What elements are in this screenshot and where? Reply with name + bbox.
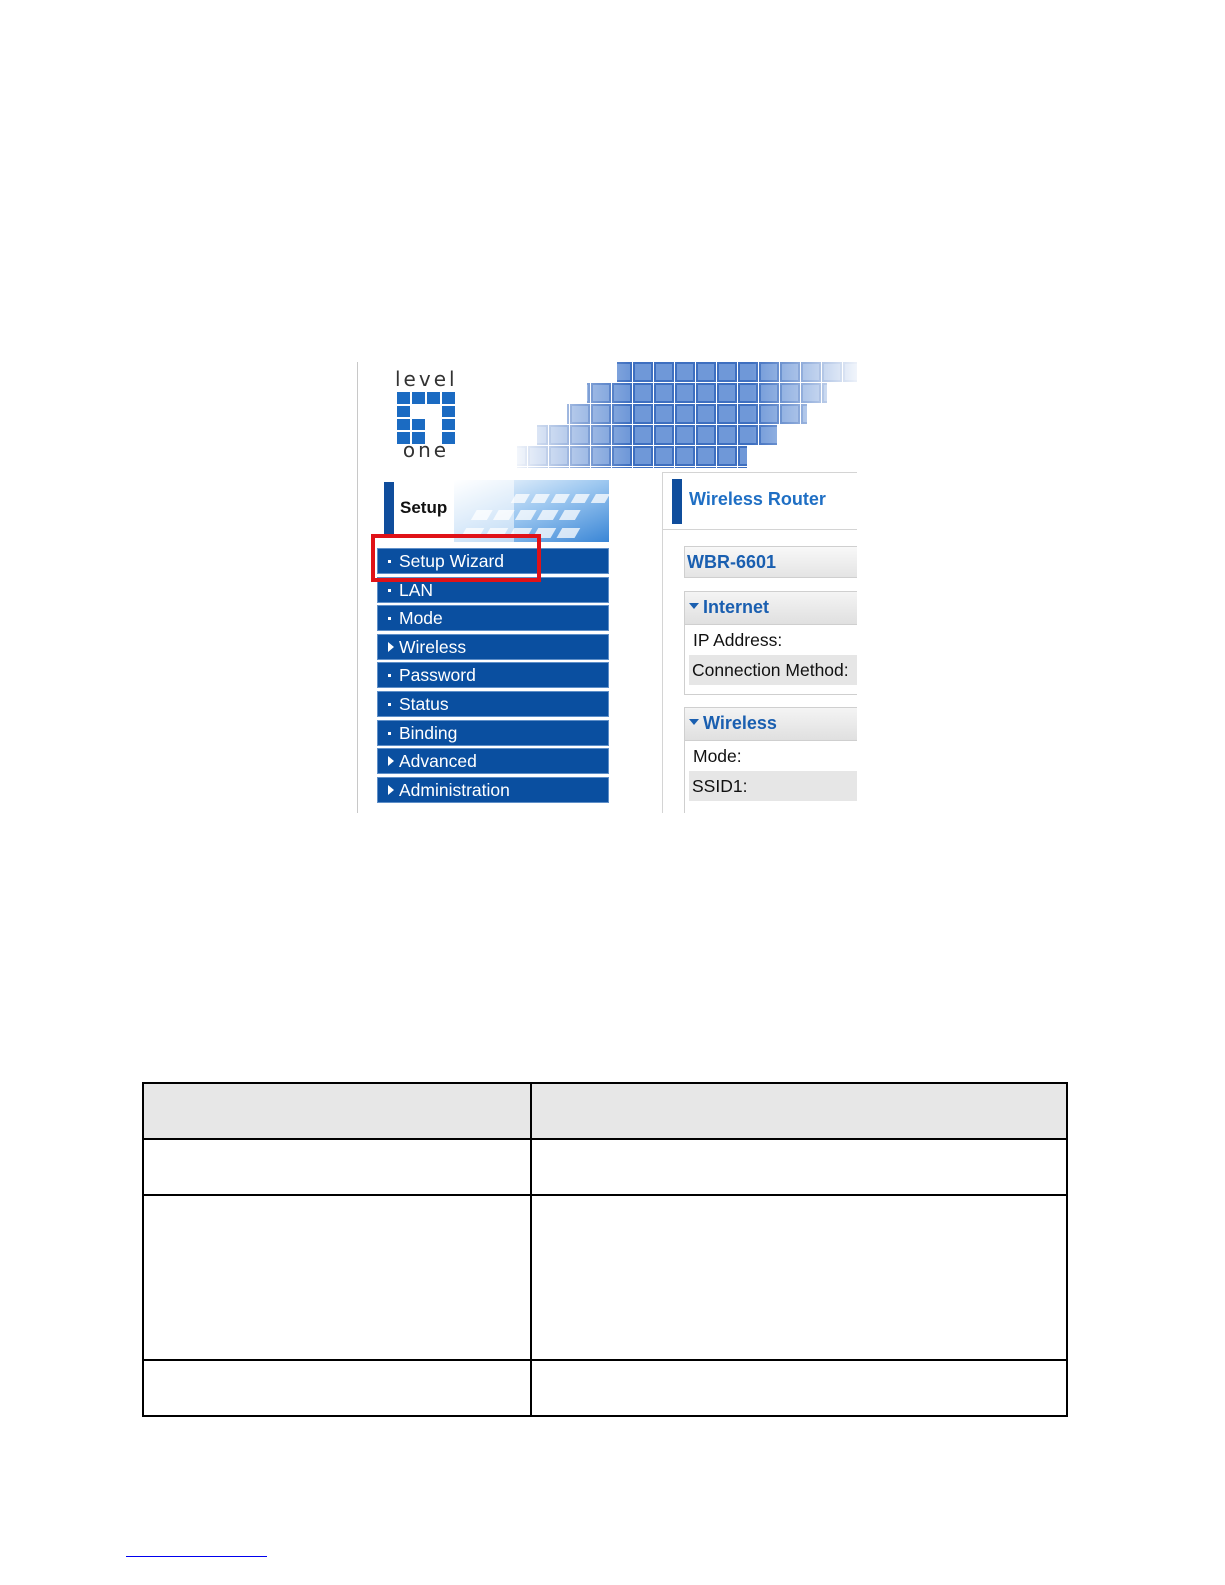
bullet-icon [387,692,395,716]
sidebar-item-label: Setup Wizard [399,551,505,571]
levelone-logo [395,367,458,462]
logo-mark-icon [397,392,455,444]
screenshot-left-border [357,362,358,813]
table-cell [143,1083,531,1139]
expand-triangle-icon [387,635,395,659]
bullet-icon [387,663,395,687]
footnote-separator [126,1556,267,1557]
table-row [143,1360,1067,1416]
sidebar-item-label: Binding [399,722,458,743]
table-cell [143,1139,531,1195]
ip-address-label: IP Address: [693,630,783,650]
keyboard-graphic [454,480,609,542]
sidebar-item-password[interactable] [377,662,609,688]
sidebar-menu [377,548,609,805]
table-cell [143,1195,531,1360]
main-header [662,472,857,530]
sidebar-item-status[interactable] [377,691,609,717]
wireless-section-header[interactable] [685,708,857,741]
logo-word-bottom: one [402,438,450,462]
router-ui-screenshot [357,362,857,813]
table-cell [531,1195,1067,1360]
table-header-row [143,1083,1067,1139]
sidebar-item-mode[interactable] [377,605,609,631]
sidebar-item-label: Wireless [399,636,467,657]
internet-section-header[interactable] [685,592,857,625]
collapse-arrow-icon [689,719,699,725]
sidebar-item-label: Mode [399,608,443,629]
wireless-section-title: Wireless [703,713,777,733]
description-table [142,1082,1068,1417]
info-row [685,741,857,771]
mode-label: Mode: [693,746,742,766]
setup-section-header [384,480,609,542]
sidebar-item-administration[interactable] [377,777,609,803]
sidebar-item-label: LAN [399,579,434,600]
logo-word-top: level [395,367,458,391]
table-cell [531,1139,1067,1195]
sidebar-item-wireless[interactable] [377,634,609,660]
header-mosaic-graphic [507,362,857,468]
collapse-arrow-icon [689,603,699,609]
wireless-section [684,707,857,813]
table-cell [531,1360,1067,1416]
setup-header-title: Setup [400,498,448,517]
table-cell [531,1083,1067,1139]
expand-triangle-icon [387,778,395,802]
sidebar-item-label: Password [399,665,476,686]
sidebar-item-label: Administration [399,779,510,800]
internet-section-title: Internet [703,597,770,617]
connection-method-label: Connection Method: [692,660,849,680]
model-name: WBR-6601 [687,552,777,572]
main-header-accent-bar [672,479,682,524]
setup-wizard-highlight-box [371,534,541,582]
info-row [689,771,857,801]
setup-header-accent-bar [384,482,394,538]
model-bar [684,546,857,578]
sidebar-item-advanced[interactable] [377,748,609,774]
info-row [685,625,857,655]
expand-triangle-icon [387,749,395,773]
bullet-icon [387,606,395,630]
sidebar-item-label: Advanced [399,751,477,772]
page-title: Wireless Router [689,489,826,509]
table-cell [143,1360,531,1416]
table-row [143,1195,1067,1360]
internet-section [684,591,857,695]
sidebar-item-binding[interactable] [377,720,609,746]
table-row [143,1139,1067,1195]
sidebar-item-label: Status [399,693,449,714]
ssid1-label: SSID1: [692,776,748,796]
info-row [689,655,857,685]
bullet-icon [387,721,395,745]
